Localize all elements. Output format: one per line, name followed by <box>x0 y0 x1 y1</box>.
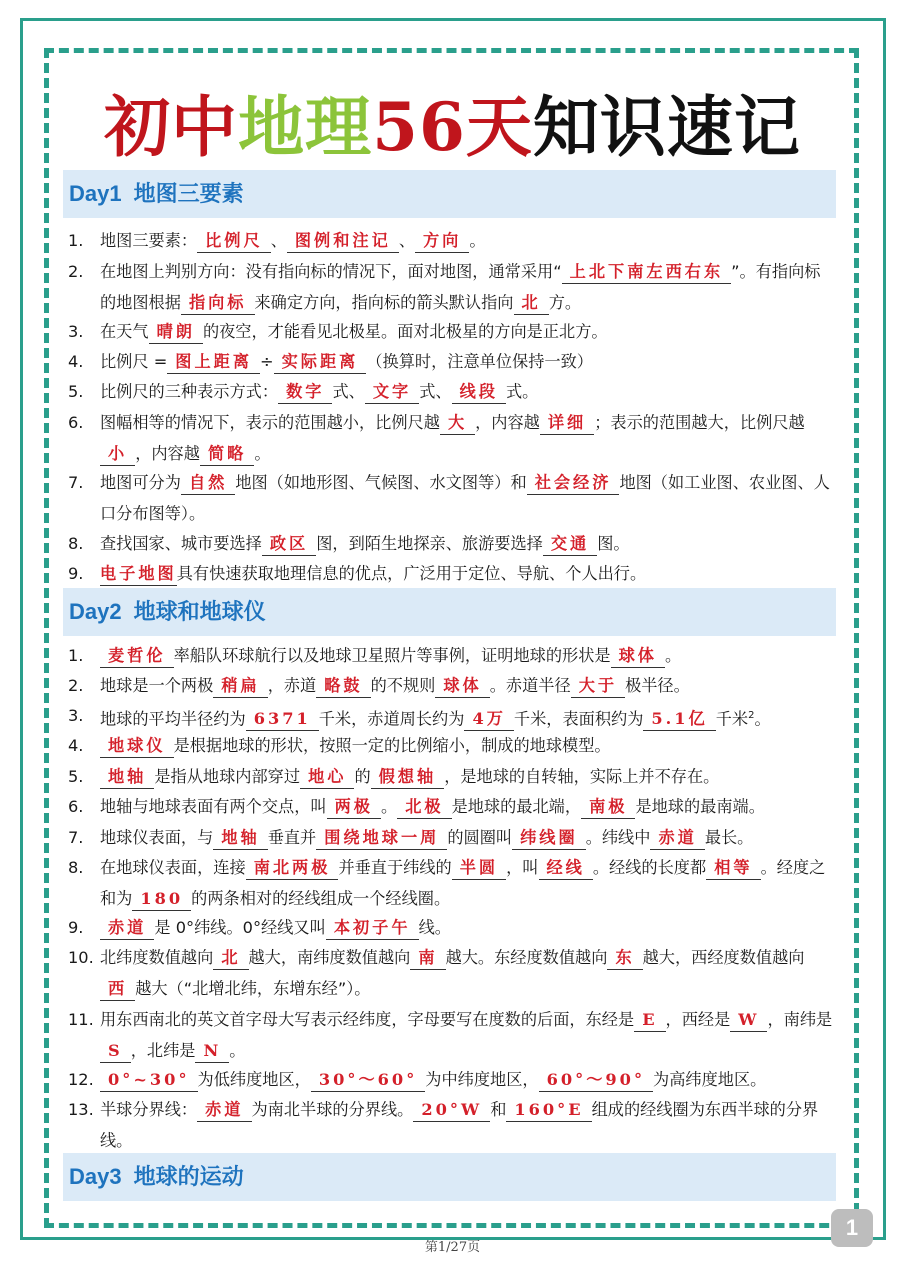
answer: 160°E <box>506 1099 591 1122</box>
answer: 实际距离 <box>274 351 367 374</box>
answer: 赤道 <box>100 917 154 940</box>
page-badge[interactable]: 1 <box>831 1209 873 1247</box>
list-item: 7. 地图可分为 自然 地图（如地形图、气候图、水文图等）和 社会经济 地图（如工业图、农业图、人口分布图等）。 <box>68 473 830 523</box>
section-header-day1 <box>63 170 836 218</box>
answer: 相等 <box>706 857 760 880</box>
answer: 4万 <box>464 708 513 731</box>
answer: 简略 <box>200 443 254 466</box>
list-item: 1. 地图三要素： 比例尺 、 图例和注记 、 方向 。 <box>68 225 836 256</box>
answer: 上北下南左西右东 <box>562 261 732 284</box>
answer: 北 <box>213 947 248 970</box>
list-item: 2. 在地图上判别方向：没有指向标的情况下，面对地图，通常采用“ 上北下南左西右东 ”。有指向标的地图根据 指向标 来确定方向，指向标的箭头默认指向 北 方。 <box>68 256 836 318</box>
day-title: 地球的运动 <box>133 1164 244 1189</box>
answer: 西 <box>100 978 135 1001</box>
title-part-1: 初中 <box>104 88 239 166</box>
title-part-3: 56天 <box>372 88 533 166</box>
answer: 略鼓 <box>316 675 370 698</box>
list-item: 1. 麦哲伦 率船队环球航行以及地球卫星照片等事例，证明地球的形状是 球体 。 <box>68 640 836 671</box>
answer: 球体 <box>435 675 489 698</box>
answer: 0°~30° <box>100 1069 198 1092</box>
answer: 政区 <box>262 533 316 556</box>
list-item: 12. 0°~30° 为低纬度地区， 30°～60° 为中纬度地区， 60°～90° 为高纬度地区。 <box>68 1064 836 1095</box>
answer: 大 <box>440 412 475 435</box>
list-item: 6. 图幅相等的情况下，表示的范围越小，比例尺越 大 ，内容越 详细 ；表示的范围越大，比例尺越小 ，内容越 简略 。 <box>68 407 836 469</box>
title-part-2: 地理 <box>238 88 373 166</box>
list-item: 3. 地球的平均半径约为 6371 千米，赤道周长约为 4万 千米，表面积约为 5.1亿 千米$^2$。 <box>68 700 836 734</box>
answer: 北 <box>514 292 549 315</box>
title-part-4: 知识速记 <box>532 88 801 166</box>
answer: 半圆 <box>452 857 506 880</box>
list-item: 11. 用东西南北的英文首字母大写表示经纬度，字母要写在度数的后面，东经是 E ，西经是 W ，南纬是S ，北纬是 N 。 <box>68 1004 836 1066</box>
answer: 小 <box>100 443 135 466</box>
answer: 社会经济 <box>527 472 620 495</box>
answer: 晴朗 <box>149 321 203 344</box>
answer: 指向标 <box>181 292 255 315</box>
answer: 30°～60° <box>311 1069 425 1092</box>
answer: 地球仪 <box>100 735 174 758</box>
answer: 20°W <box>413 1099 490 1122</box>
answer: 交通 <box>543 533 597 556</box>
list-item: 2. 地球是一个两极 稍扁 ，赤道 略鼓 的不规则 球体 。赤道半径 大于 极半径。 <box>68 670 836 701</box>
answer: 图例和注记 <box>287 230 399 253</box>
answer: 球体 <box>611 645 665 668</box>
answer: 纬线圈 <box>512 827 586 850</box>
list-item: 9. 电子地图具有快速获取地理信息的优点，广泛用于定位、导航、个人出行。 <box>68 558 836 589</box>
page-number-text: 第1/27页 <box>424 1240 481 1255</box>
list-item: 9. 赤道 是 0°纬线。0°经线又叫 本初子午 线。 <box>68 912 836 943</box>
day-number: Day1 <box>69 181 122 206</box>
day-number: Day3 <box>69 1164 122 1189</box>
answer: 北极 <box>397 796 451 819</box>
section-header-day2 <box>63 588 836 636</box>
answer: E <box>634 1009 665 1032</box>
day-title: 地球和地球仪 <box>133 599 266 624</box>
answer: 围绕地球一周 <box>316 827 447 850</box>
answer: 方向 <box>415 230 469 253</box>
answer: W <box>730 1009 767 1032</box>
answer: 线段 <box>452 381 506 404</box>
answer: N <box>195 1040 229 1063</box>
list-item: 5. 比例尺的三种表示方式： 数字 式、 文字 式、 线段 式。 <box>68 376 836 407</box>
answer: 180 <box>132 888 191 911</box>
day-title: 地图三要素 <box>133 181 244 206</box>
answer: S <box>100 1040 131 1063</box>
answer: 数字 <box>278 381 332 404</box>
answer: 地轴 <box>100 766 154 789</box>
answer: 文字 <box>365 381 419 404</box>
answer: 赤道 <box>197 1099 251 1122</box>
answer: 赤道 <box>650 827 704 850</box>
answer: 5.1亿 <box>643 708 715 731</box>
day-number: Day2 <box>69 599 122 624</box>
answer: 60°～90° <box>539 1069 653 1092</box>
answer: 比例尺 <box>197 230 271 253</box>
answer: 电子地图 <box>100 563 177 586</box>
answer: 南极 <box>581 796 635 819</box>
answer: 南 <box>410 947 445 970</box>
list-item: 4. 比例尺 = 图上距离 ÷ 实际距离 （换算时，注意单位保持一致） <box>68 346 836 377</box>
answer: 东 <box>607 947 642 970</box>
list-item: 6. 地轴与地球表面有两个交点，叫 两极 。 北极 是地球的最北端， 南极 是地球的最南端。 <box>68 791 836 822</box>
section-header-day3 <box>63 1153 836 1201</box>
answer: 地心 <box>300 766 354 789</box>
answer: 图上距离 <box>167 351 260 374</box>
answer: 6371 <box>246 708 319 731</box>
answer: 地轴 <box>213 827 267 850</box>
page-title <box>0 82 905 172</box>
answer: 两极 <box>327 796 381 819</box>
list-item: 4. 地球仪 是根据地球的形状，按照一定的比例缩小，制成的地球模型。 <box>68 730 836 761</box>
list-item: 8. 查找国家、城市要选择 政区 图，到陌生地探亲、旅游要选择 交通 图。 <box>68 528 836 559</box>
answer: 南北两极 <box>246 857 339 880</box>
list-item: 13. 半球分界线： 赤道 为南北半球的分界线。 20°W 和 160°E 组成的经线圈为东西半球的分界线。 <box>68 1100 819 1150</box>
answer: 稍扁 <box>213 675 267 698</box>
answer: 麦哲伦 <box>100 645 174 668</box>
list-item: 8. 在地球仪表面，连接 南北两极 并垂直于纬线的 半圆 ，叫 经线 。经线的长度都 相等 。经度之和为 180 的两条相对的经线组成一个经线圈。 <box>68 852 836 914</box>
list-item: 7. 地球仪表面，与 地轴 垂直并 围绕地球一周 的圆圈叫 纬线圈 。纬线中 赤道 最长。 <box>68 822 836 853</box>
answer: 自然 <box>181 472 235 495</box>
answer: 假想轴 <box>371 766 445 789</box>
answer: 详细 <box>540 412 594 435</box>
list-item: 5. 地轴 是指从地球内部穿过 地心 的 假想轴 ，是地球的自转轴，实际上并不存在。 <box>68 761 836 792</box>
list-item: 3. 在天气 晴朗 的夜空，才能看见北极星。面对北极星的方向是正北方。 <box>68 316 836 347</box>
answer: 大于 <box>571 675 625 698</box>
list-item: 10. 北纬度数值越向 北 越大，南纬度数值越向 南 越大。东经度数值越向 东 越大，西经度数值越向西 越大（“北增北纬，东增东经”）。 <box>68 942 836 1004</box>
answer: 本初子午 <box>326 917 419 940</box>
answer: 经线 <box>539 857 593 880</box>
